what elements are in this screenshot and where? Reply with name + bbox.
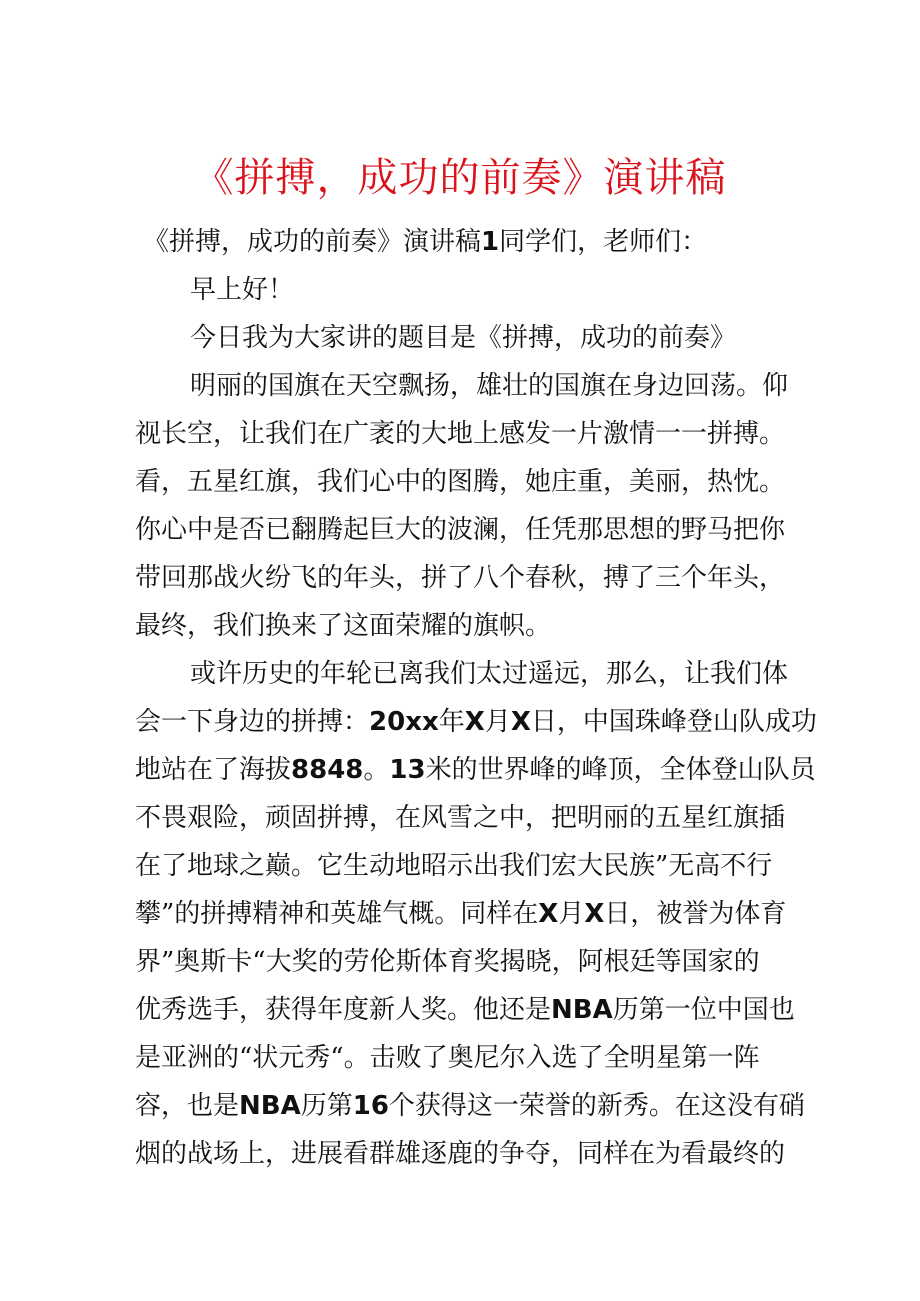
page-title: 《拼搏，成功的前奏》演讲稿: [193, 155, 727, 201]
text-run: 年: [438, 707, 465, 737]
body-line: 带回那战火纷飞的年头，拼了八个春秋，搏了三个年头，: [135, 563, 786, 593]
text-run: 同学们，老师们：: [499, 227, 708, 257]
text-run: 日，中国珠峰登山队成功: [530, 707, 817, 737]
text-run: 月: [558, 899, 585, 929]
text-run: 20xx: [369, 707, 439, 737]
text-run: 攀”的拼搏精神和英雄气概。同样在: [135, 899, 539, 929]
text-run: X: [538, 899, 559, 929]
text-run: 地站在了海拔: [135, 755, 292, 785]
body-line: 界”奥斯卡“大奖的劳伦斯体育奖揭晓，阿根廷等国家的: [135, 947, 760, 977]
speech-body: [135, 218, 817, 1178]
text-run: 16: [352, 1091, 389, 1121]
text-run: 月: [484, 707, 511, 737]
text-run: 8848: [291, 755, 364, 785]
body-line: 不畏艰险，顽固拼搏，在风雪之中，把明丽的五星红旗插: [135, 803, 786, 833]
body-line: 在了地球之巅。它生动地昭示出我们宏大民族”无高不行: [135, 851, 773, 881]
text-run: X: [464, 707, 485, 737]
body-line: [135, 1082, 805, 1130]
text-run: 个获得这一荣誉的新秀。在这没有硝: [388, 1091, 805, 1121]
text-run: 。: [363, 755, 390, 785]
text-run: 日，被誉为体育: [604, 899, 787, 929]
body-line: [135, 986, 795, 1034]
body-line: 视长空，让我们在广袤的大地上感发一片激情一一拼搏。: [135, 419, 786, 449]
body-line: 看，五星红旗，我们心中的图腾，她庄重，美丽，热忱。: [135, 467, 786, 497]
text-run: X: [584, 899, 605, 929]
text-run: X: [510, 707, 531, 737]
text-run: 会一下身边的拼搏：: [135, 707, 370, 737]
text-run: 历第: [300, 1091, 353, 1121]
text-run: NBA: [239, 1091, 301, 1121]
body-line: 或许历史的年轮已离我们太过遥远，那么，让我们体: [190, 659, 789, 689]
body-line: 是亚洲的“状元秀“。击败了奥尼尔入选了全明星第一阵: [135, 1043, 760, 1073]
body-line: [135, 698, 817, 746]
body-line: 最终，我们换来了这面荣耀的旗帜。: [135, 611, 552, 641]
body-line: [135, 890, 795, 938]
text-run: 历第一位中国也: [612, 995, 795, 1025]
body-line: 明丽的国旗在天空飘扬，雄壮的国旗在身边回荡。仰: [190, 371, 789, 401]
text-run: 优秀选手，获得年度新人奖。他还是: [135, 995, 552, 1025]
text-run: 1: [481, 227, 500, 257]
body-line: [135, 218, 795, 266]
text-run: NBA: [551, 995, 613, 1025]
text-run: 《拼搏，成功的前奏》演讲稿: [143, 227, 482, 257]
body-line: [135, 746, 816, 794]
text-run: 米的世界峰的峰顶，全体登山队员: [425, 755, 816, 785]
text-run: 13: [389, 755, 426, 785]
text-run: 容，也是: [135, 1091, 240, 1121]
body-line: 早上好！: [190, 275, 295, 305]
body-line: 烟的战场上，进展看群雄逐鹿的争夺，同样在为看最终的: [135, 1139, 786, 1169]
body-line: 你心中是否已翻腾起巨大的波澜，任凭那思想的野马把你: [135, 515, 786, 545]
body-line: 今日我为大家讲的题目是《拼搏，成功的前奏》: [190, 323, 737, 353]
